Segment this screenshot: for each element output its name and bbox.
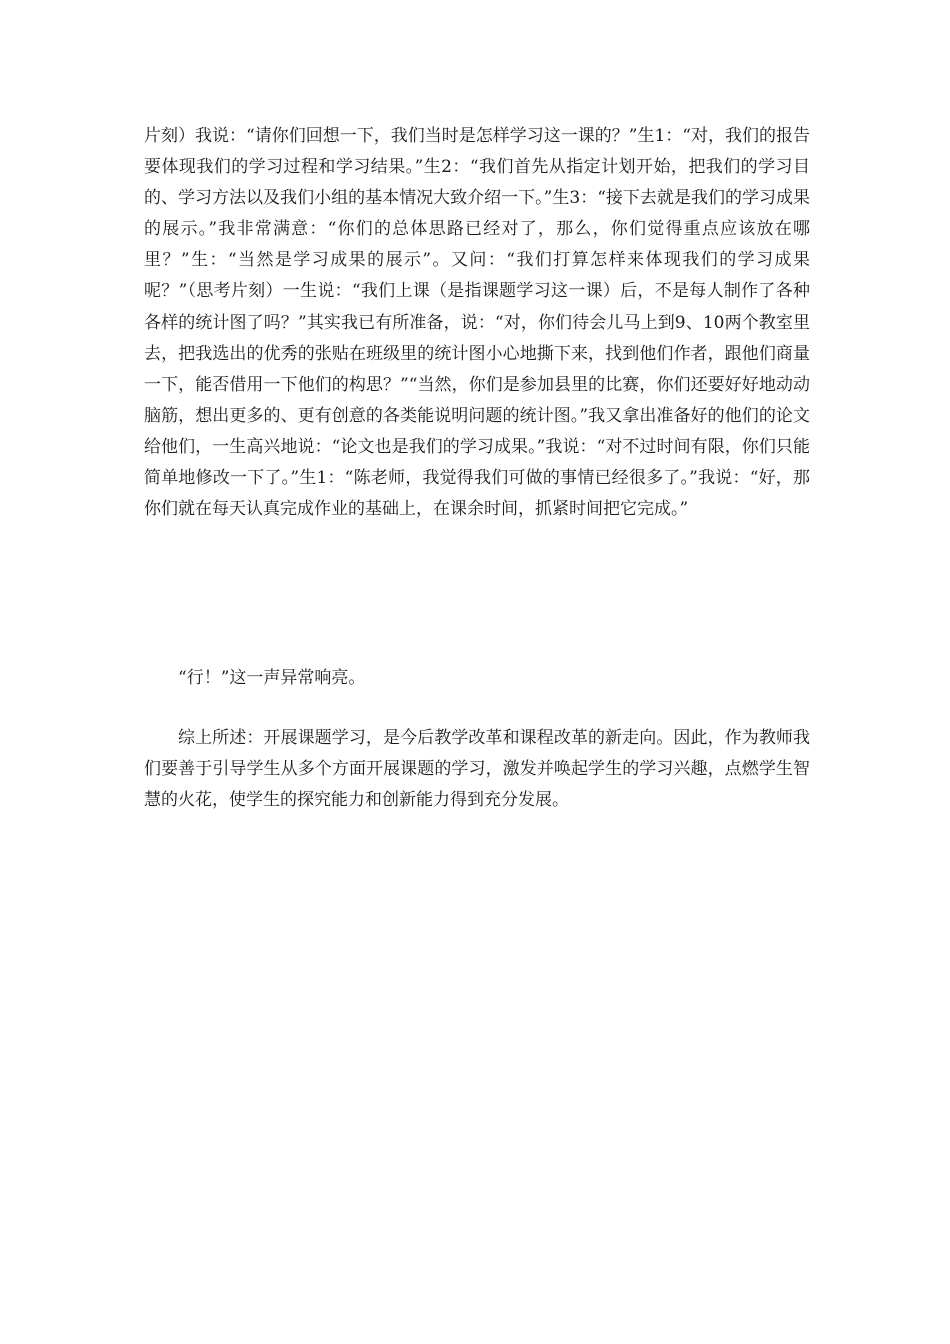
paragraph-conclusion: 综上所述：开展课题学习，是今后教学改革和课程改革的新走向。因此，作为教师我们要善于引导学生从多个方面开展课题的学习，激发并唤起学生的学习兴趣，点燃学生智慧的火花，使学生的探究能力和创新能力得到充分发展。 (144, 728, 810, 811)
paragraph-dialogue: 片刻）我说：“请你们回想一下，我们当时是怎样学习这一课的？”生1：“对，我们的报告要体现我们的学习过程和学习结果。”生2：“我们首先从指定计划开始，把我们的学习目的、学习方法以及我们小组的基本情况大致介绍一下。”生3：“接下去就是我们的学习成果的展示。”我非常满意：“你们的总体思路已经对了，那么，你们觉得重点应该放在哪里？”生：“当然是学习成果的展示”。又问：“我们打算怎样来体现我们的学习成果呢？”（思考片刻）一生说：“我们上课（是指课题学习这一课）后，不是每人制作了各种各样的统计图了吗？”其实我已有所准备，说：“对，你们待会儿马上到9、10两个教室里去，把我选出的优秀的张贴在班级里的统计图小心地撕下来，找到他们作者，跟他们商量一下，能否借用一下他们的构思？”“当然，你们是参加县里的比赛，你们还要好好地动动脑筋，想出更多的、更有创意的各类能说明问题的统计图。”我又拿出准备好的他们的论文给他们，一生高兴地说：“论文也是我们的学习成果。”我说：“对不过时间有限，你们只能简单地修改一下了。”生1：“陈老师，我觉得我们可做的事情已经很多了。”我说：“好，那你们就在每天认真完成作业的基础上，在课余时间，抓紧时间把它完成。” (144, 126, 810, 520)
paragraph-response: “行！”这一声异常响亮。 (178, 668, 366, 688)
